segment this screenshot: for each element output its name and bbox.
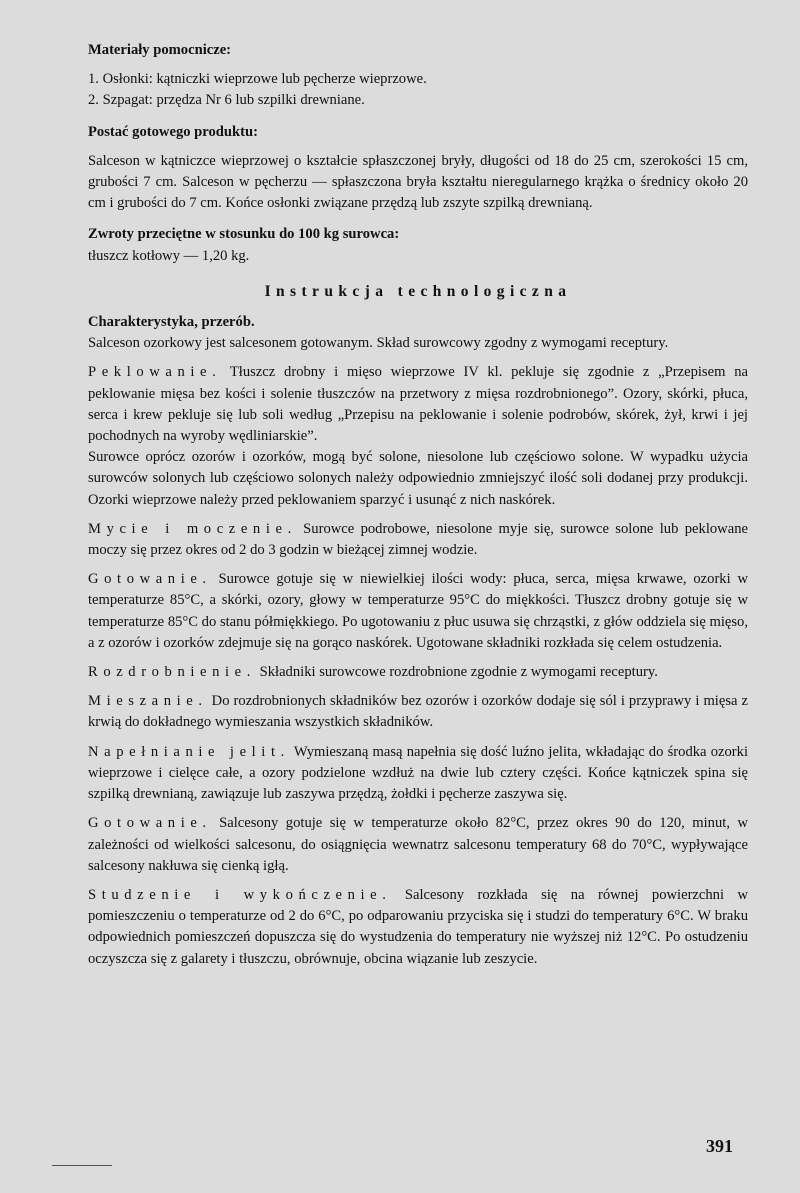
section-gotowanie-2 <box>88 813 748 877</box>
materials-item-1: 1. Osłonki: kątniczki wieprzowe lub pęcherze wieprzowe. <box>88 71 427 88</box>
section-text: Salcesony rozkłada się na równej powierzchni w pomieszczeniu o temperaturze od 2 do 6°C, po odparowaniu przyciska się i studzi do temperatury 6°C. W braku odpowiednich pomieszczeń dopuszcza się do wystudzenia do temperatury nie wyższej niż 12°C. Po ostudzeniu oczyszcza się z galarety i tłuszczu, obrównuje, obcina wiązanie lub zeszycie. <box>88 886 748 967</box>
section-text: Surowce gotuje się w niewielkiej ilości wody: płuca, serca, mięsa krwawe, ozorki w temperaturze 85°C, a skórki, ozory, głowy w temperaturze 95°C do miękkości. Tłuszcz drobny gotuje się w temperaturze 85°C do stanu półmiękkiego. Po ugotowaniu z płuc usuwa się chrząstki, z głów oddziela się mięso, a z ozorów i ozorków zdejmuje się na gorąco naskórek. Ugotowane składniki rozkłada się celem ostudzenia. <box>88 571 748 651</box>
section-label: Peklowanie. <box>88 364 222 381</box>
section-text: Surowce oprócz ozorów i ozorków, mogą być solone, niesolone lub częściowo solone. W wypadku użycia surowców solonych lub częściowo solonych należy odpowiednio zmniejszyć ilość soli dodanej przy produkcji. Ozorki wieprzowe należy przed peklowaniem sparzyć i usunąć z nich naskórek. <box>88 449 748 508</box>
section-peklowanie <box>88 362 748 447</box>
section-label: Napełnianie jelit. <box>88 743 290 760</box>
section-napelnianie <box>88 742 748 806</box>
product-heading: Postać gotowego produktu: <box>88 123 258 140</box>
page-content <box>88 40 748 970</box>
section-text: Salcesony gotuje się w temperaturze około 82°C, przez okres 90 do 120, minut, w zależności od wielkości salcesonu, do osiągnięcia wewnatrz salcesonu temperatury 68 do 70°C, wypływające salcesony nakłuwa się cienką igłą. <box>88 815 748 874</box>
section-text: Składniki surowcowe rozdrobnione zgodnie z wymogami receptury. <box>255 664 658 681</box>
returns-heading: Zwroty przeciętne w stosunku do 100 kg surowca: <box>88 226 400 243</box>
materials-heading: Materiały pomocnicze: <box>88 42 232 58</box>
section-label: Gotowanie. <box>88 815 212 832</box>
footer-divider <box>52 1165 112 1166</box>
section-text: Surowce podrobowe, niesolone myje się, surowce solone lub peklowane moczy się przez okres od 2 do 3 godzin w bieżącej zimnej wodzie. <box>88 520 748 559</box>
section-text: Tłuszcz drobny i mięso wieprzowe IV kl. pekluje się zgodnie z „Przepisem na peklowanie mięsa bez kości i solenie tłuszczów na przetwory z mięsa rozdrobnionego”. Ozory, skórki, płuca, serca i krew pekluje się lub soli według „Przepisu na peklowanie i solenie podrobów, skórek, żył, krwi i jej pochodnych na wyroby wędliniarskie”. <box>88 364 748 445</box>
materials-item-2: 2. Szpagat: przędza Nr 6 lub szpilki drewniane. <box>88 92 365 109</box>
section-mieszanie <box>88 691 748 733</box>
section-text: Do rozdrobnionych składników bez ozorów i ozorków dodaje się sól i przyprawy i mięsa z krwią do dokładnego wymieszania wszystkich składników. <box>88 693 748 731</box>
section-mycie <box>88 519 748 561</box>
section-label: Mieszanie. <box>88 693 208 710</box>
section-label: Rozdrobnienie. <box>88 664 256 681</box>
section-label: Studzenie i wykończenie. <box>88 886 392 903</box>
page-number: 391 <box>706 1136 733 1156</box>
section-text: Wymieszaną masą napełnia się dość luźno jelita, wkładając do środka ozorki wieprzowe i cielęce całe, a ozory podzielone wzdłuż na dwie lub cztery części. Końce kątniczek spina się szpilką drewnianą, zawiązuje lub zaszywa przędzą, żołdki i pęcherze zaszywa się. <box>88 743 749 803</box>
characteristics-heading: Charakterystyka, przerób. <box>88 314 255 331</box>
section-rozdrobnienie <box>88 662 748 683</box>
section-studzenie <box>88 885 748 970</box>
section-gotowanie-1 <box>88 569 748 654</box>
characteristics-text: Salceson ozorkowy jest salcesonem gotowanym. Skład surowcowy zgodny z wymogami receptury. <box>88 335 669 352</box>
product-description: Salceson w kątniczce wieprzowej o kształcie spłaszczonej bryły, długości od 18 do 25 cm, szerokości 15 cm, grubości 7 cm. Salceson w pęcherzu — spłaszczona bryła kształtu nieregularnego krążka o średnicy około 20 cm i grubości do 7 cm. Końce osłonki związane przędzą lub zszyte szpilką drewnianą. <box>88 152 748 212</box>
section-label: Mycie i moczenie. <box>88 520 297 537</box>
instruction-title: Instrukcja technologiczna <box>264 282 572 300</box>
returns-line: tłuszcz kotłowy — 1,20 kg. <box>88 247 250 264</box>
section-surowce <box>88 447 748 511</box>
section-label: Gotowanie. <box>88 571 212 588</box>
